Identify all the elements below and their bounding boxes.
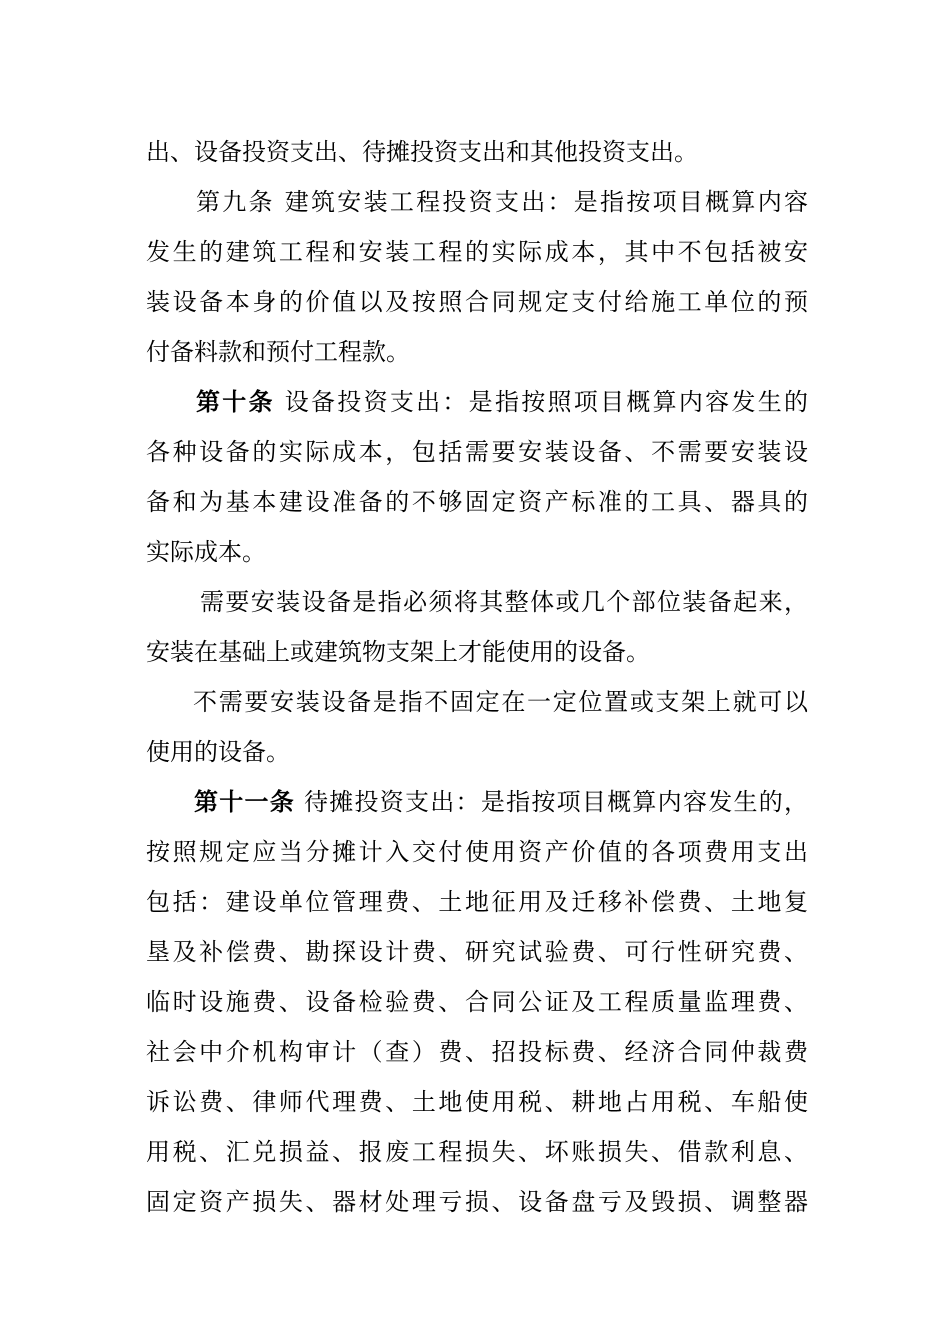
non-installed-equipment-line-1: 不需要安装设备是指不固定在一定位置或支架上就可以 [193,688,808,716]
article-11-line-3: 包括：建设单位管理费、土地征用及迁移补偿费、土地复 [146,888,808,916]
non-installed-equipment-line-2: 使用的设备。 [146,738,290,766]
article-11-line-2: 按照规定应当分摊计入交付使用资产价值的各项费用支出 [146,838,808,866]
article-9-line-3: 装设备本身的价值以及按照合同规定支付给施工单位的预 [146,288,808,316]
article-10-line-3: 备和为基本建设准备的不够固定资产标准的工具、器具的 [146,488,808,516]
article-10-line-2: 各种设备的实际成本，包括需要安装设备、不需要安装设 [146,438,808,466]
text-line-1: 出、设备投资支出、待摊投资支出和其他投资支出。 [146,138,698,166]
article-10-heading: 第十条 [196,387,275,416]
article-9-line-2: 发生的建筑工程和安装工程的实际成本，其中不包括被安 [146,238,808,266]
article-10-line-4: 实际成本。 [146,538,266,566]
article-11-line-1 [194,782,808,822]
installed-equipment-line-2: 安装在基础上或建筑物支架上才能使用的设备。 [146,638,650,666]
article-11-line-8: 用税、汇兑损益、报废工程损失、坏账损失、借款利息、 [146,1138,808,1166]
article-11-line-9: 固定资产损失、器材处理亏损、设备盘亏及毁损、调整器 [146,1188,808,1216]
installed-equipment-line-1: 需要安装设备是指必须将其整体或几个部位装备起来， [200,588,808,616]
article-11-line-5: 临时设施费、设备检验费、合同公证及工程质量监理费、 [146,988,808,1016]
article-11-line-1-text: 待摊投资支出：是指按项目概算内容发生的， [303,788,808,816]
article-10-line-1 [196,382,808,422]
article-11-heading: 第十一条 [194,787,296,816]
article-11-line-6: 社会中介机构审计（查）费、招投标费、经济合同仲裁费 [146,1038,808,1066]
article-9-line-1: 第九条 建筑安装工程投资支出：是指按项目概算内容 [196,188,808,216]
article-9-line-4: 付备料款和预付工程款。 [146,338,410,366]
article-10-line-1-text: 设备投资支出：是指按照项目概算内容发生的 [284,388,808,416]
article-11-line-4: 垦及补偿费、勘探设计费、研究试验费、可行性研究费、 [146,938,808,966]
article-11-line-7: 诉讼费、律师代理费、土地使用税、耕地占用税、车船使 [146,1088,808,1116]
